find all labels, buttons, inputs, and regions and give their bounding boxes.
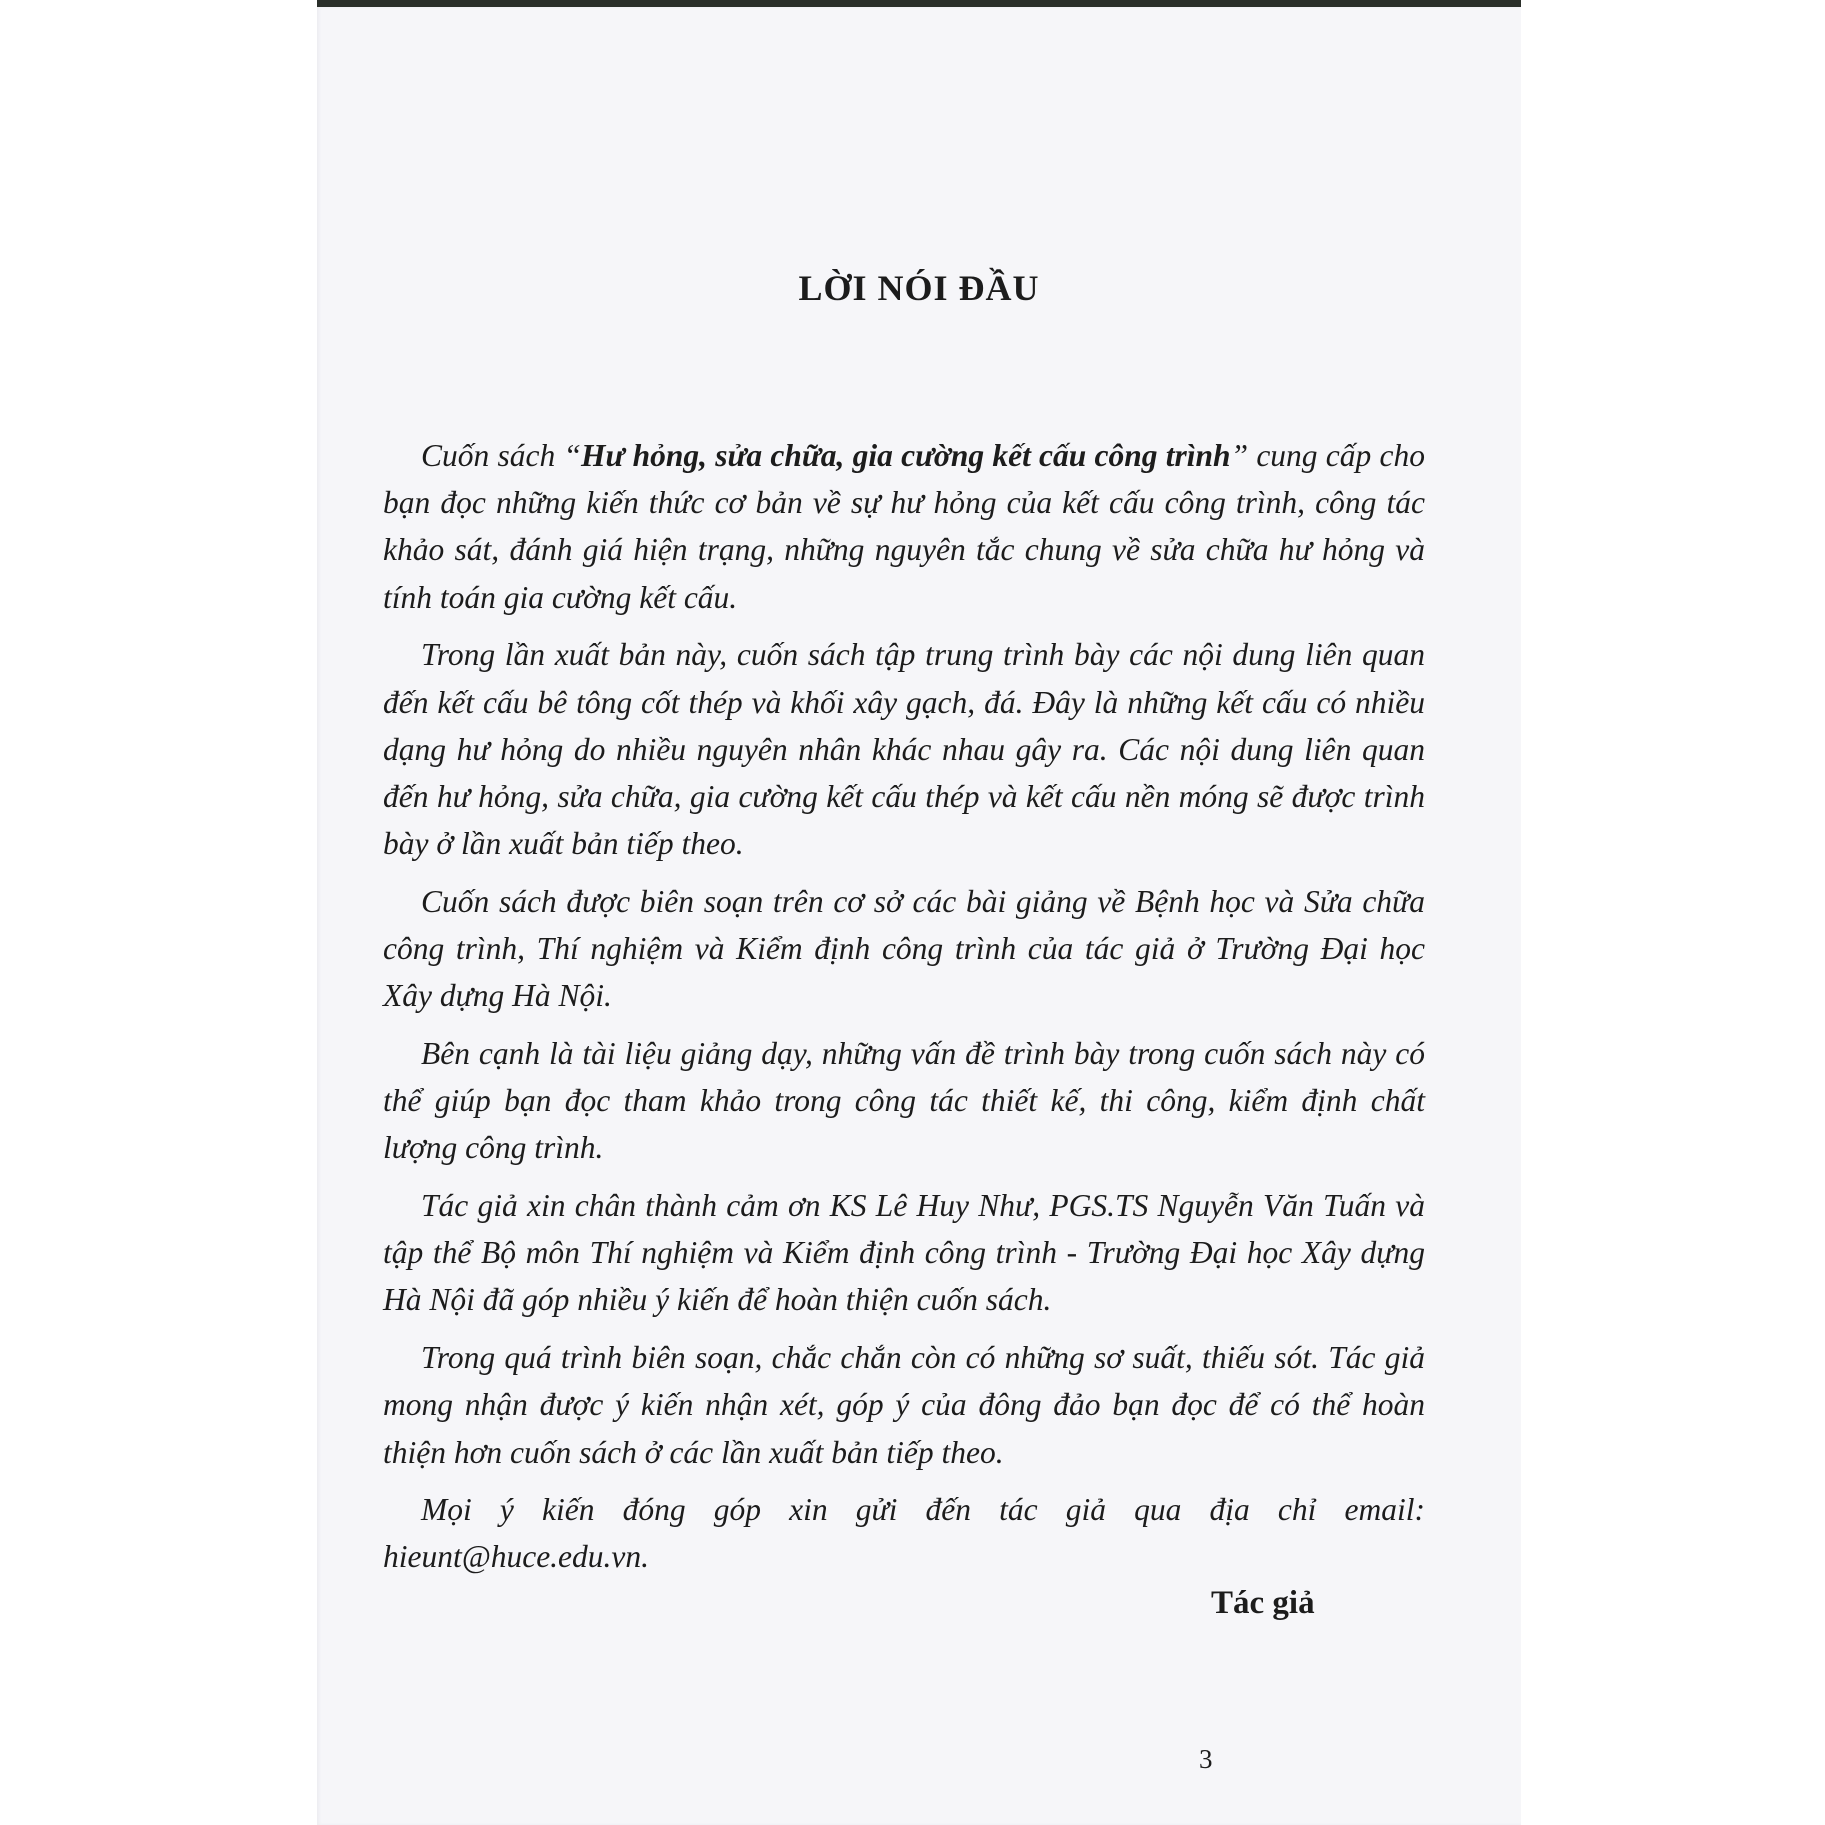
paragraph-7: Mọi ý kiến đóng góp xin gửi đến tác giả qua địa chỉ email: hieunt@huce.edu.vn. [383,1492,1425,1575]
paragraph-2: Trong lần xuất bản này, cuốn sách tập trung trình bày các nội dung liên quan đến kết cấu bê tông cốt thép và khối xây gạch, đá. Đây là những kết cấu có nhiều dạng hư hỏng do nhiều nguyên nhân khác nhau gây ra. Các nội dung liên quan đến hư hỏng, sửa chữa, gia cường kết cấu thép và kết cấu nền móng sẽ được trình bày ở lần xuất bản tiếp theo. [383,637,1425,862]
author-signature: Tác giả [1211,1585,1315,1621]
paragraph-1-lead: Cuốn sách “ [421,438,581,473]
paragraph-5: Tác giả xin chân thành cảm ơn KS Lê Huy Như, PGS.TS Nguyễn Văn Tuấn và tập thể Bộ môn Thí nghiệm và Kiểm định công trình - Trường Đại học Xây dựng Hà Nội đã góp nhiều ý kiến để hoàn thiện cuốn sách. [383,1188,1425,1318]
preface-body [383,432,1425,1591]
paragraph-4: Bên cạnh là tài liệu giảng dạy, những vấn đề trình bày trong cuốn sách này có thể giúp bạn đọc tham khảo trong công tác thiết kế, thi công, kiểm định chất lượng công trình. [383,1035,1425,1166]
book-page [317,0,1521,1825]
paragraph-3: Cuốn sách được biên soạn trên cơ sở các bài giảng về Bệnh học và Sửa chữa công trình, Thí nghiệm và Kiểm định công trình của tác giả ở Trường Đại học Xây dựng Hà Nội. [383,883,1425,1014]
paragraph-1 [383,432,1425,621]
paragraph-1-rest: ” cung cấp cho bạn đọc những kiến thức cơ bản về sự hư hỏng của kết cấu công trình, công tác khảo sát, đánh giá hiện trạng, những nguyên tắc chung về sửa chữa hư hỏng và tính toán gia cường kết cấu. [383,438,1425,615]
page-number: 3 [1199,1744,1213,1774]
book-title-emphasis: Hư hỏng, sửa chữa, gia cường kết cấu công trình [581,438,1231,473]
page-title: LỜI NÓI ĐẦU [798,268,1040,308]
paragraph-6: Trong quá trình biên soạn, chắc chắn còn có những sơ suất, thiếu sót. Tác giả mong nhận được ý kiến nhận xét, góp ý của đông đảo bạn đọc để có thể hoàn thiện hơn cuốn sách ở các lần xuất bản tiếp theo. [383,1340,1425,1470]
